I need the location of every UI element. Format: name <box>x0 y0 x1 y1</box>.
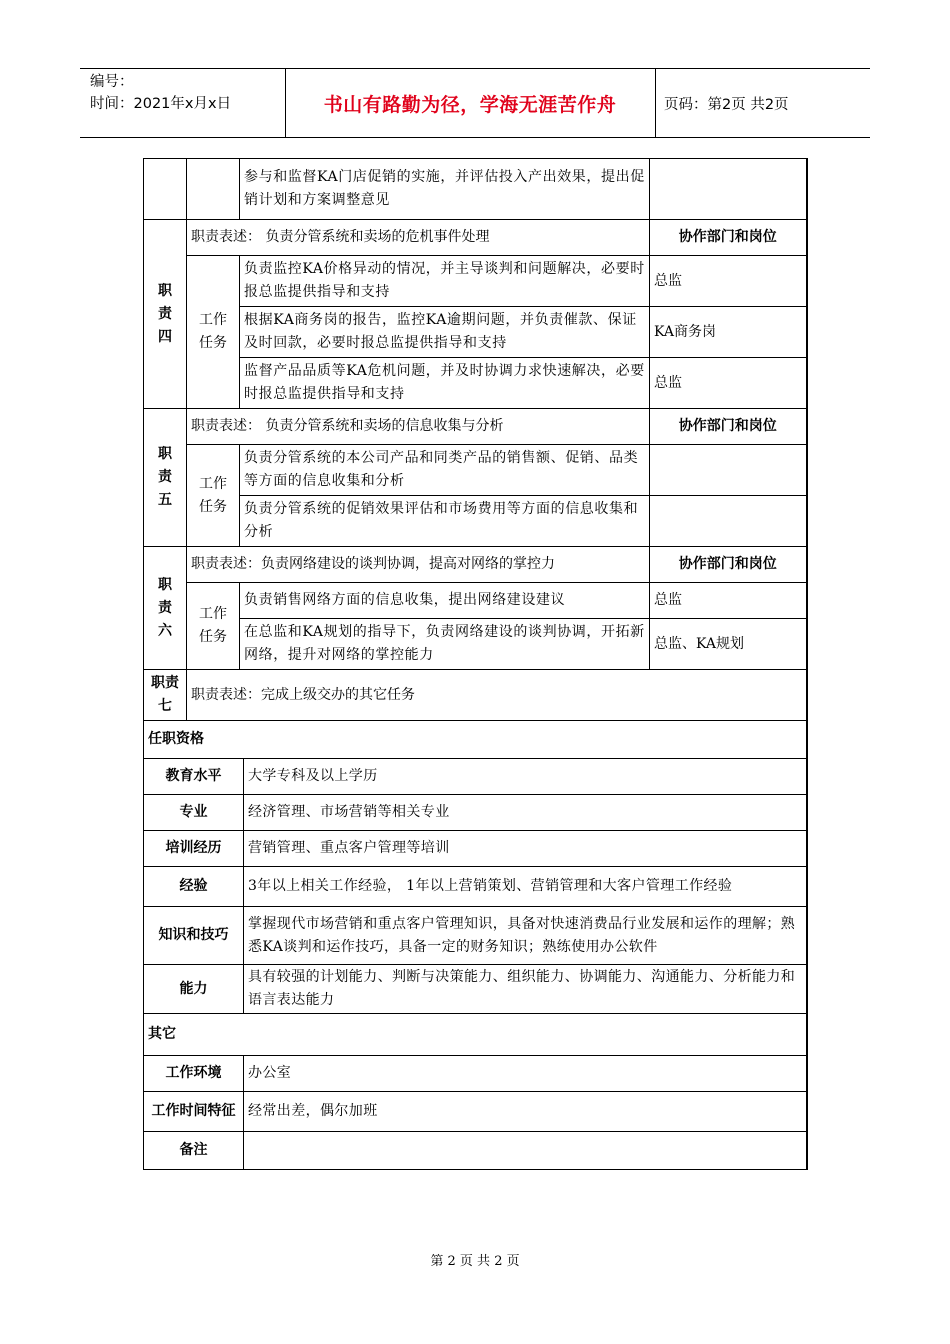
table-row <box>144 307 807 358</box>
table-row <box>144 1132 807 1170</box>
table-row <box>144 496 807 547</box>
header-motto: 书山有路勤为径，学海无涯苦作舟 <box>323 93 617 116</box>
qualification-value: 掌握现代市场营销和重点客户管理知识，具备对快速消费品行业发展和运作的理解；熟悉KA谈判和运作技巧，具备一定的财务知识；熟练使用办公软件 <box>244 907 807 965</box>
qualification-value: 大学专科及以上学历 <box>244 759 807 795</box>
qualification-label: 专业 <box>144 795 244 831</box>
collab-cell: 总监、KA规划 <box>650 619 807 670</box>
duty-seven-name: 职责七 <box>144 670 187 721</box>
qualification-label: 培训经历 <box>144 831 244 867</box>
collab-header: 协作部门和岗位 <box>650 220 807 256</box>
table-row <box>144 1014 807 1056</box>
duty-five-name: 职责五 <box>144 409 187 547</box>
collab-cell <box>650 445 807 496</box>
duty-four-name: 职责四 <box>144 220 187 409</box>
task-text: 负责分管系统的本公司产品和同类产品的销售额、促销、品类等方面的信息收集和分析 <box>240 445 650 496</box>
qualification-label: 教育水平 <box>144 759 244 795</box>
other-label: 备注 <box>144 1132 244 1170</box>
qualifications-section-title: 任职资格 <box>144 721 807 759</box>
duty-seven-desc: 职责表述：完成上级交办的其它任务 <box>187 670 807 721</box>
table-row <box>144 409 807 445</box>
task-label: 工作任务 <box>187 256 240 409</box>
other-value: 经常出差，偶尔加班 <box>244 1092 807 1132</box>
qualification-label: 知识和技巧 <box>144 907 244 965</box>
qualification-value: 3年以上相关工作经验， 1年以上营销策划、营销管理和大客户管理工作经验 <box>244 867 807 907</box>
collab-cell: KA商务岗 <box>650 307 807 358</box>
task-text: 负责分管系统的促销效果评估和市场费用等方面的信息收集和分析 <box>240 496 650 547</box>
duty-five-desc: 职责表述： 负责分管系统和卖场的信息收集与分析 <box>187 409 650 445</box>
task-text: 参与和监督KA门店促销的实施，并评估投入产出效果，提出促销计划和方案调整意见 <box>240 159 650 220</box>
page-header <box>80 68 870 138</box>
duty-four-desc: 职责表述： 负责分管系统和卖场的危机事件处理 <box>187 220 650 256</box>
table-row <box>144 1092 807 1132</box>
duty-six-name: 职责六 <box>144 547 187 670</box>
table-row <box>144 220 807 256</box>
duty-name-cell <box>144 159 187 220</box>
document-date-label: 时间：2021年x月x日 <box>90 96 232 112</box>
other-label: 工作环境 <box>144 1056 244 1092</box>
collab-header: 协作部门和岗位 <box>650 547 807 583</box>
header-divider <box>655 69 656 137</box>
table-row <box>144 1056 807 1092</box>
table-row <box>144 831 807 867</box>
job-description-table <box>143 158 808 721</box>
qualification-label: 经验 <box>144 867 244 907</box>
table-row <box>144 159 807 220</box>
qualifications-table <box>143 720 808 1170</box>
table-row <box>144 358 807 409</box>
collab-header: 协作部门和岗位 <box>650 409 807 445</box>
table-row <box>144 619 807 670</box>
task-text: 负责监控KA价格异动的情况，并主导谈判和问题解决，必要时报总监提供指导和支持 <box>240 256 650 307</box>
header-info <box>90 71 231 115</box>
qualification-label: 能力 <box>144 965 244 1014</box>
document-number-label: 编号： <box>90 74 134 90</box>
other-value <box>244 1132 807 1170</box>
task-text: 监督产品品质等KA危机问题，并及时协调力求快速解决，必要时报总监提供指导和支持 <box>240 358 650 409</box>
task-text: 在总监和KA规划的指导下，负责网络建设的谈判协调，开拓新网络，提升对网络的掌控能力 <box>240 619 650 670</box>
collab-cell <box>650 496 807 547</box>
collab-cell: 总监 <box>650 256 807 307</box>
task-label: 工作任务 <box>187 445 240 547</box>
task-label: 工作任务 <box>187 583 240 670</box>
table-row <box>144 867 807 907</box>
header-page-number: 页码：第2页 共2页 <box>664 96 789 113</box>
qualification-value: 营销管理、重点客户管理等培训 <box>244 831 807 867</box>
table-row <box>144 965 807 1014</box>
task-label-cell <box>187 159 240 220</box>
qualification-value: 经济管理、市场营销等相关专业 <box>244 795 807 831</box>
duty-six-desc: 职责表述：负责网络建设的谈判协调，提高对网络的掌控力 <box>187 547 650 583</box>
table-row <box>144 795 807 831</box>
qualification-value: 具有较强的计划能力、判断与决策能力、组织能力、协调能力、沟通能力、分析能力和语言表达能力 <box>244 965 807 1014</box>
task-text: 根据KA商务岗的报告，监控KA逾期问题，并负责催款、保证及时回款，必要时报总监提供指导和支持 <box>240 307 650 358</box>
other-section-title: 其它 <box>144 1014 807 1056</box>
table-row <box>144 670 807 721</box>
table-row <box>144 907 807 965</box>
table-row <box>144 721 807 759</box>
table-row <box>144 445 807 496</box>
table-row <box>144 547 807 583</box>
collab-cell <box>650 159 807 220</box>
other-value: 办公室 <box>244 1056 807 1092</box>
table-row <box>144 583 807 619</box>
task-text: 负责销售网络方面的信息收集，提出网络建设建议 <box>240 583 650 619</box>
other-label: 工作时间特征 <box>144 1092 244 1132</box>
table-row <box>144 256 807 307</box>
collab-cell: 总监 <box>650 583 807 619</box>
collab-cell: 总监 <box>650 358 807 409</box>
page-footer: 第 2 页 共 2 页 <box>430 1254 520 1269</box>
table-row <box>144 759 807 795</box>
